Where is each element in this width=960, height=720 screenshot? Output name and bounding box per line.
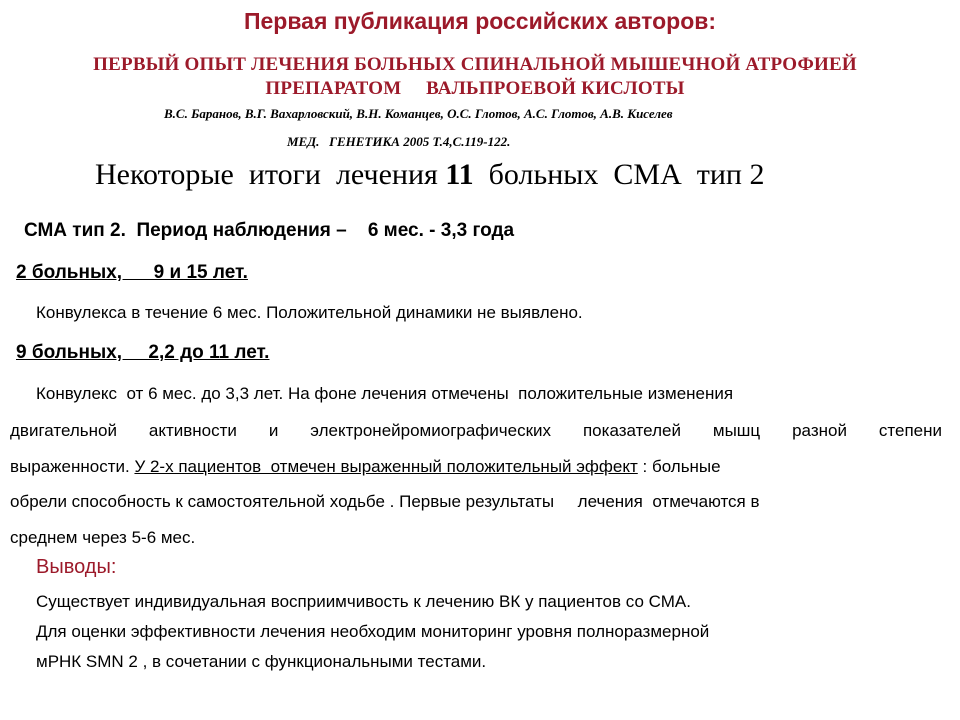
conclusion-line-3: мРНК SMN 2 , в сочетании с функциональными тестами. [36,652,487,671]
subtitle-suffix: больных СМА тип 2 [473,158,765,191]
slide-title: Первая публикация российских авторов: [243,8,717,34]
results-subtitle [95,158,764,192]
conclusion-line-2: Для оценки эффективности лечения необходим мониторинг уровня полноразмерной [36,622,710,641]
article-title-line-2: ПРЕПАРАТОМ ВАЛЬПРОЕВОЙ КИСЛОТЫ [265,78,685,99]
group2-line-5: среднем через 5-6 мес. [10,528,196,547]
journal-citation: МЕД. ГЕНЕТИКА 2005 Т.4,С.119-122. [287,134,511,149]
group2-line-4: обрели способность к самостоятельной ходьбе . Первые результаты лечения отмечаются в [10,492,760,511]
group1-heading: 2 больных, 9 и 15 лет. [16,262,248,283]
article-title-line-1: ПЕРВЫЙ ОПЫТ ЛЕЧЕНИЯ БОЛЬНЫХ СПИНАЛЬНОЙ МЫШЕЧНОЙ АТРОФИЕЙ [93,54,857,75]
patient-count: 11 [445,158,474,191]
conclusion-line-1: Существует индивидуальная восприимчивость к лечению ВК у пациентов со СМА. [36,592,691,611]
group1-text: Конвулекса в течение 6 мес. Положительной динамики не выявлено. [36,303,583,322]
group2-line-1: Конвулекс от 6 мес. до 3,3 лет. На фоне лечения отмечены положительные изменения [36,384,734,403]
observation-period: СМА тип 2. Период наблюдения – 6 мес. - 3,3 года [24,220,515,241]
group2-line-2: двигательной активности и электронейромиографических показателей мышц разной степени [10,421,942,440]
conclusions-heading: Выводы: [36,556,117,578]
group2-line-3-post: : больные [637,457,721,476]
group2-line-3-pre: выраженности. [10,457,135,476]
subtitle-prefix: Некоторые итоги лечения [95,158,446,191]
key-finding: У 2-х пациентов отмечен выраженный положительный эффект [134,457,638,476]
group2-heading: 9 больных, 2,2 до 11 лет. [16,342,270,363]
group2-line-3 [10,457,721,477]
authors-list: В.С. Баранов, В.Г. Вахарловский, В.Н. Команцев, О.С. Глотов, А.С. Глотов, А.В. Киселев [164,106,673,121]
